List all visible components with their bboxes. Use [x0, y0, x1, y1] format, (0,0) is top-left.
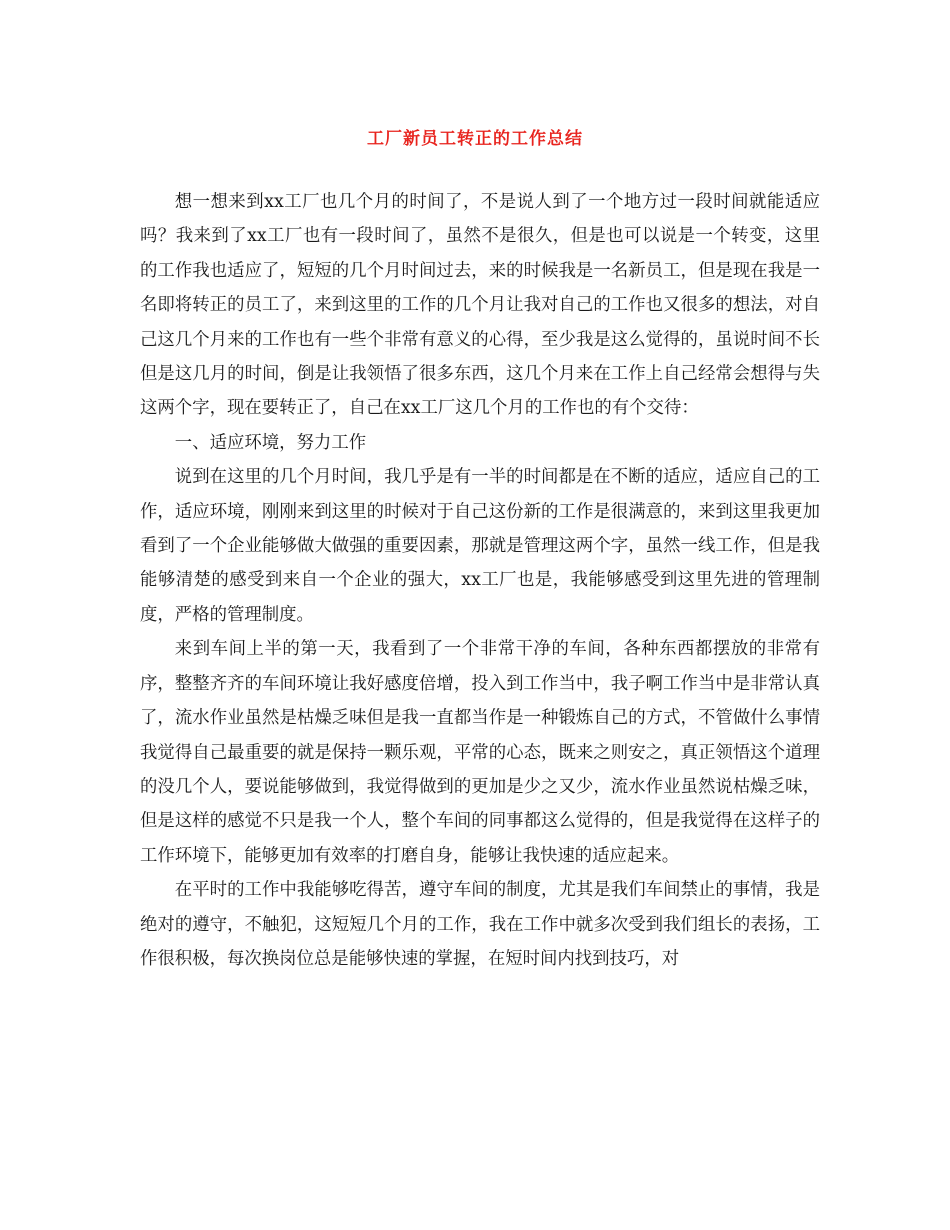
paragraph-intro: 想一想来到xx工厂也几个月的时间了，不是说人到了一个地方过一段时间就能适应吗？我来到了xx工厂也有一段时间了，虽然不是很久，但是也可以说是一个转变，这里的工作我也适应了，短短的几个月时间过去，来的时候我是一名新员工，但是现在我是一名即将转正的员工了，来到这里的工作的几个月让我对自己的工作也又很多的想法，对自己这几个月来的工作也有一些个非常有意义的心得，至少我是这么觉得的，虽说时间不长但是这几月的时间，倒是让我领悟了很多东西，这几个月来在工作上自己经常会想得与失这两个字，现在要转正了，自己在xx工厂这几个月的工作也的有个交待： [140, 192, 820, 419]
document-title: 工厂新员工转正的工作总结 [367, 129, 583, 149]
section-heading: 一、适应环境，努力工作 [174, 432, 367, 453]
document-body [140, 185, 820, 976]
paragraph-adapt: 说到在这里的几个月时间，我几乎是有一半的时间都是在不断的适应，适应自己的工作，适应环境，刚刚来到这里的时候对于自己这份新的工作是很满意的，来到这里我更加看到了一个企业能够做大做强的重要因素，那就是管理这两个字，虽然一线工作，但是我能够清楚的感受到来自一个企业的强大，xx工厂也是，我能够感受到这里先进的管理制度，严格的管理制度。 [140, 467, 820, 625]
paragraph-workshop: 来到车间上半的第一天，我看到了一个非常干净的车间，各种东西都摆放的非常有序，整整齐齐的车间环境让我好感度倍增，投入到工作当中，我子啊工作当中是非常认真了，流水作业虽然是枯燥乏味但是我一直都当作是一种锻炼自己的方式，不管做什么事情我觉得自己最重要的就是保持一颗乐观，平常的心态，既来之则安之，真正领悟这个道理的没几个人，要说能够做到，我觉得做到的更加是少之又少，流水作业虽然说枯燥乏味，但是这样的感觉不只是我一个人，整个车间的同事都这么觉得的，但是我觉得在这样子的工作环境下，能够更加有效率的打磨自身，能够让我快速的适应起来。 [140, 639, 820, 866]
paragraph-daily-work: 在平时的工作中我能够吃得苦，遵守车间的制度，尤其是我们车间禁止的事情，我是绝对的遵守，不触犯，这短短几个月的工作，我在工作中就多次受到我们组长的表扬，工作很积极，每次换岗位总是能够快速的掌握，在短时间内找到技巧，对 [140, 880, 820, 969]
